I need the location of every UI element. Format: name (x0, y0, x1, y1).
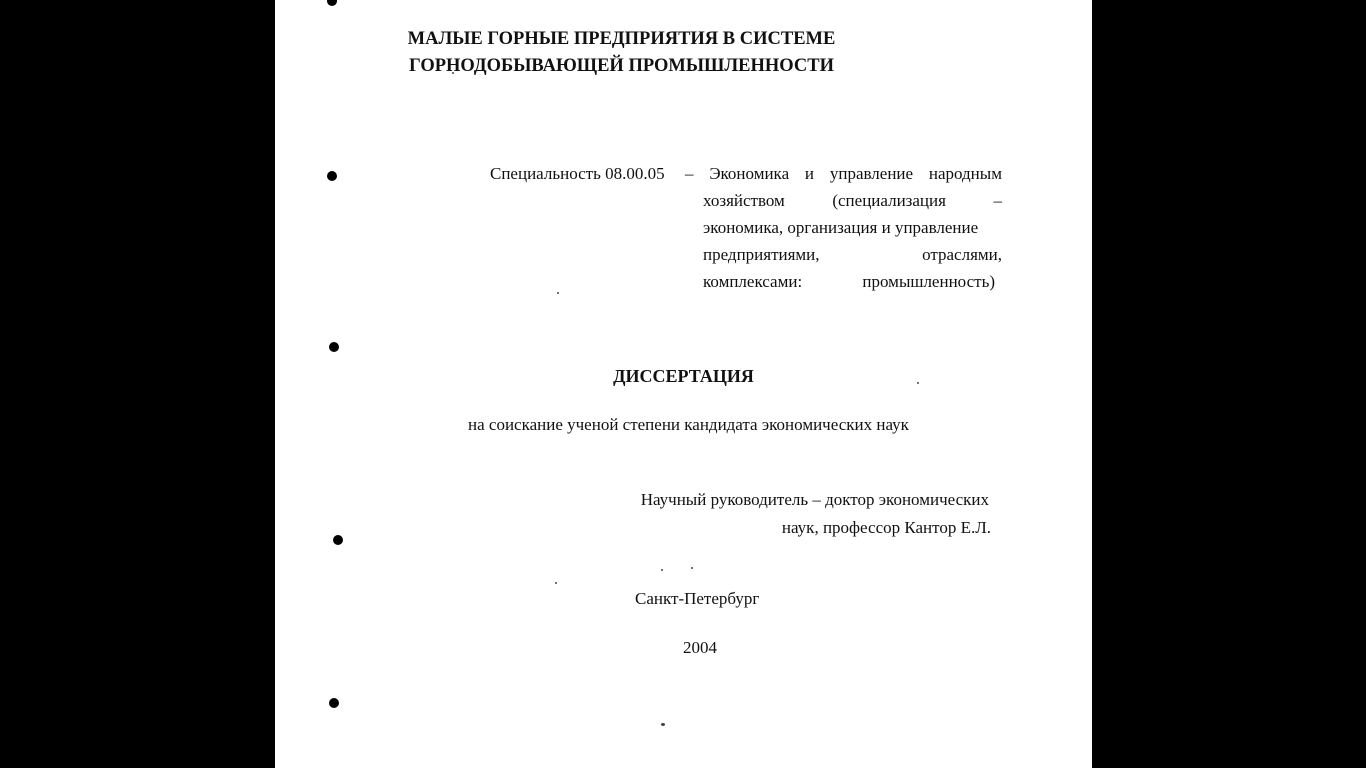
punch-hole-mark (333, 535, 343, 545)
scan-speck (661, 569, 663, 571)
document-title (275, 26, 1092, 80)
title-line: ГОРНОДОБЫВАЮЩЕЙ ПРОМЫШЛЕННОСТИ (409, 56, 834, 76)
specialty-label: Специальность 08.00.05 (490, 164, 665, 183)
punch-hole-mark (327, 171, 337, 181)
scan-speck (555, 582, 557, 584)
city: Санкт-Петербург (635, 589, 760, 608)
specialty-word: и (804, 164, 815, 183)
scan-speck (661, 723, 665, 726)
specialty-dash: – (685, 164, 694, 183)
punch-hole-mark (329, 698, 339, 708)
punch-hole-mark (329, 342, 339, 352)
specialty-word: народным (928, 164, 1002, 183)
specialty-word: предприятиями, (703, 245, 820, 264)
specialty-line (703, 268, 995, 295)
specialty-word: (специализация (832, 191, 946, 210)
document-subheading: на соискание ученой степени кандидата экономических наук (468, 415, 909, 434)
specialty-line (703, 241, 1002, 268)
specialty-word: отраслями, (922, 245, 1002, 264)
scan-speck (557, 292, 559, 294)
punch-hole-mark (327, 0, 337, 6)
document-heading (275, 364, 1092, 388)
specialty-word: комплексами: (703, 272, 803, 291)
specialty-line: экономика, организация и управление (703, 218, 979, 237)
specialty-description (685, 160, 1002, 295)
specialty-word: промышленность) (862, 272, 995, 291)
year: 2004 (683, 638, 717, 657)
specialty-line (685, 160, 1002, 187)
specialty-line (703, 187, 1002, 214)
adviser-line: наук, профессор Кантор Е.Л. (781, 518, 991, 537)
scan-speck (691, 567, 693, 569)
heading-text: ДИССЕРТАЦИЯ (613, 366, 754, 386)
specialty-word: управление (829, 164, 914, 183)
scientific-adviser (612, 486, 991, 542)
specialty-word: Экономика (709, 164, 790, 183)
title-line: МАЛЫЕ ГОРНЫЕ ПРЕДПРИЯТИЯ В СИСТЕМЕ (407, 29, 836, 49)
specialty-word: хозяйством (703, 191, 785, 210)
adviser-line: Научный руководитель – доктор экономических (640, 490, 989, 509)
specialty-word: – (993, 191, 1002, 210)
document-page (275, 0, 1092, 768)
